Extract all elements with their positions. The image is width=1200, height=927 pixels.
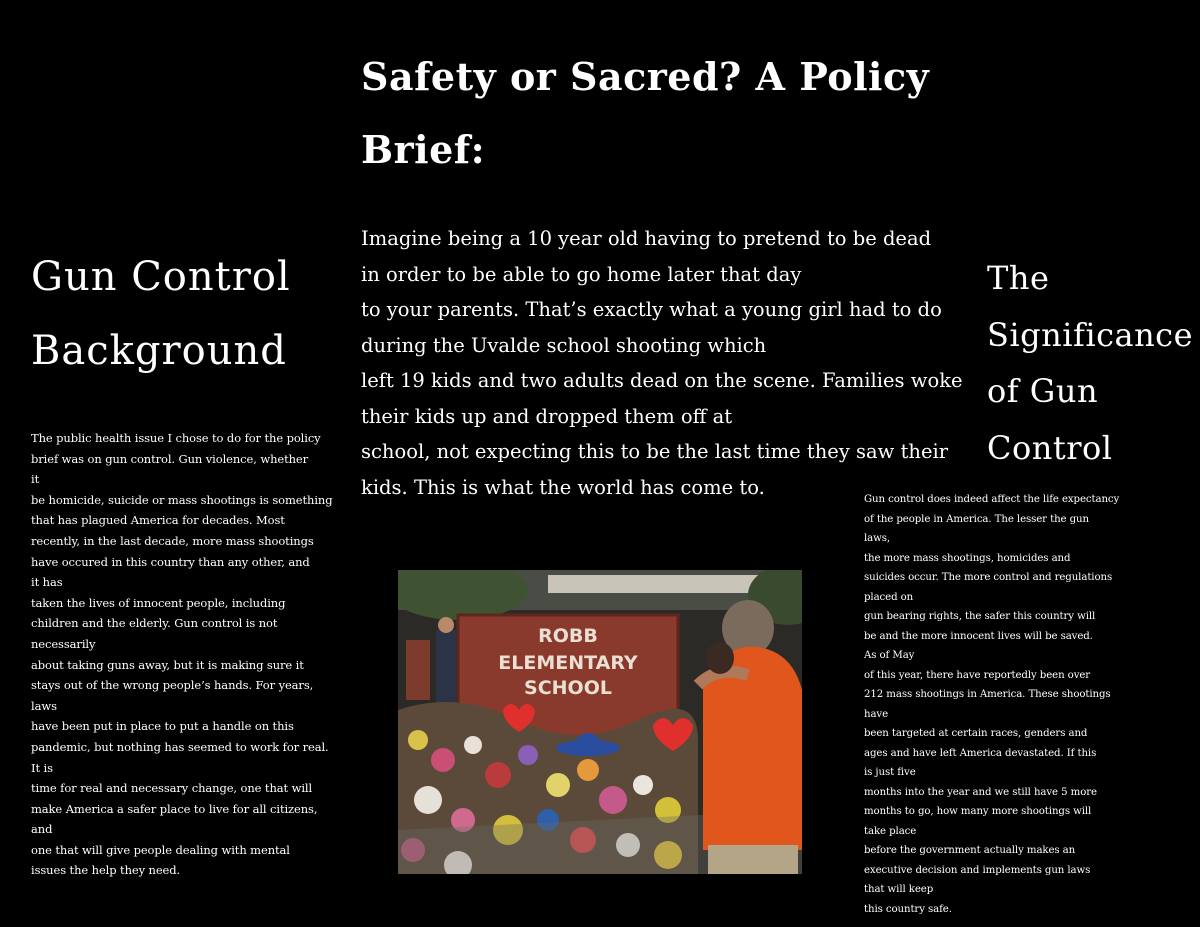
background-body xyxy=(31,428,351,881)
significance-line: been targeted at certain races, genders and xyxy=(864,728,1088,739)
intro-paragraph xyxy=(361,221,971,505)
background-heading-line: Gun Control xyxy=(31,254,291,300)
significance-line: As of May xyxy=(864,650,915,661)
significance-heading xyxy=(987,250,1197,476)
intro-line: during the Uvalde school shooting which xyxy=(361,333,767,357)
intro-line: left 19 kids and two adults dead on the scene. Families woke xyxy=(361,369,963,392)
background-line: be homicide, suicide or mass shootings is something xyxy=(31,492,333,507)
significance-body xyxy=(864,490,1174,919)
memorial-photo xyxy=(398,570,802,874)
significance-line: the more mass shootings, homicides and xyxy=(864,552,1071,564)
sign-text-line: ROBB xyxy=(538,625,598,647)
intro-line: to your parents. That’s exactly what a young girl had to do xyxy=(361,298,942,321)
significance-line: take place xyxy=(864,825,917,837)
background-heading xyxy=(31,240,351,388)
intro-line: school, not expecting this to be the last time they saw their xyxy=(361,440,949,463)
photo-person-head xyxy=(438,617,454,633)
significance-heading-line: Significance xyxy=(987,315,1194,354)
significance-line: that will keep xyxy=(864,884,934,895)
intro-line: kids. This is what the world has come to. xyxy=(361,475,765,499)
page-title xyxy=(361,40,961,186)
significance-line: this country safe. xyxy=(864,903,952,915)
background-line: brief was on gun control. Gun violence, whether xyxy=(31,451,309,466)
significance-line: months into the year and we still have 5 more xyxy=(864,786,1097,798)
significance-line: suicides occur. The more control and regulations xyxy=(864,572,1113,583)
person-shorts xyxy=(708,845,798,874)
background-line: stays out of the wrong people’s hands. For years, xyxy=(31,678,314,693)
memorial-photo-illustration xyxy=(398,570,802,874)
significance-line: laws, xyxy=(864,533,891,544)
background-line: It is xyxy=(31,760,53,775)
significance-line: of this year, there have reportedly been over xyxy=(864,669,1091,681)
background-line: laws xyxy=(31,698,57,713)
page-title-line: Brief: xyxy=(361,127,486,172)
background-line: issues the help they need. xyxy=(31,863,181,878)
intro-line: Imagine being a 10 year old having to pretend to be dead xyxy=(361,227,932,250)
background-line: that has plagued America for decades. Most xyxy=(31,513,285,528)
background-line: about taking guns away, but it is making sure it xyxy=(31,657,304,672)
significance-heading-line: of Gun xyxy=(987,372,1099,410)
background-line: have been put in place to put a handle on this xyxy=(31,719,294,734)
significance-line: executive decision and implements gun laws xyxy=(864,864,1091,876)
significance-line: of the people in America. The lesser the gun xyxy=(864,513,1089,525)
significance-line: is just five xyxy=(864,767,916,778)
significance-heading-line: Control xyxy=(987,428,1113,467)
intro-line: their kids up and dropped them off at xyxy=(361,404,733,428)
photo-poster xyxy=(406,640,430,700)
background-line: time for real and necessary change, one that will xyxy=(31,781,313,796)
significance-line: Gun control does indeed affect the life expectancy xyxy=(864,494,1120,505)
background-line: it has xyxy=(31,575,63,590)
person-head xyxy=(706,642,734,674)
background-line: necessarily xyxy=(31,636,96,651)
intro-line: in order to be able to go home later that day xyxy=(361,262,802,286)
sign-text-line: ELEMENTARY xyxy=(498,652,638,674)
significance-line: months to go, how many more shootings will xyxy=(864,806,1092,817)
background-heading-line: Background xyxy=(31,328,287,374)
significance-line: be and the more innocent lives will be saved. xyxy=(864,630,1093,642)
background-line: and xyxy=(31,822,53,837)
background-line: pandemic, but nothing has seemed to work for real. xyxy=(31,739,329,754)
photo-person xyxy=(436,630,456,710)
background-line: have occured in this country than any other, and xyxy=(31,554,310,569)
background-line: The public health issue I chose to do for the policy xyxy=(31,431,321,445)
significance-heading-line: The xyxy=(987,259,1050,297)
significance-line: before the government actually makes an xyxy=(864,845,1076,856)
significance-line: 212 mass shootings in America. These shootings xyxy=(864,689,1111,700)
significance-line: placed on xyxy=(864,591,914,603)
background-line: recently, in the last decade, more mass shootings xyxy=(31,533,314,548)
significance-line: gun bearing rights, the safer this country will xyxy=(864,611,1096,622)
background-line: make America a safer place to live for all citizens, xyxy=(31,801,318,816)
page-title-line: Safety or Sacred? A Policy xyxy=(361,54,930,99)
background-line: children and the elderly. Gun control is not xyxy=(31,616,278,631)
background-line: taken the lives of innocent people, including xyxy=(31,595,286,610)
background-line: one that will give people dealing with mental xyxy=(31,842,290,857)
significance-line: have xyxy=(864,708,889,720)
sign-text-line: SCHOOL xyxy=(524,677,612,699)
background-line: it xyxy=(31,472,40,487)
significance-line: ages and have left America devastated. If this xyxy=(864,747,1097,759)
